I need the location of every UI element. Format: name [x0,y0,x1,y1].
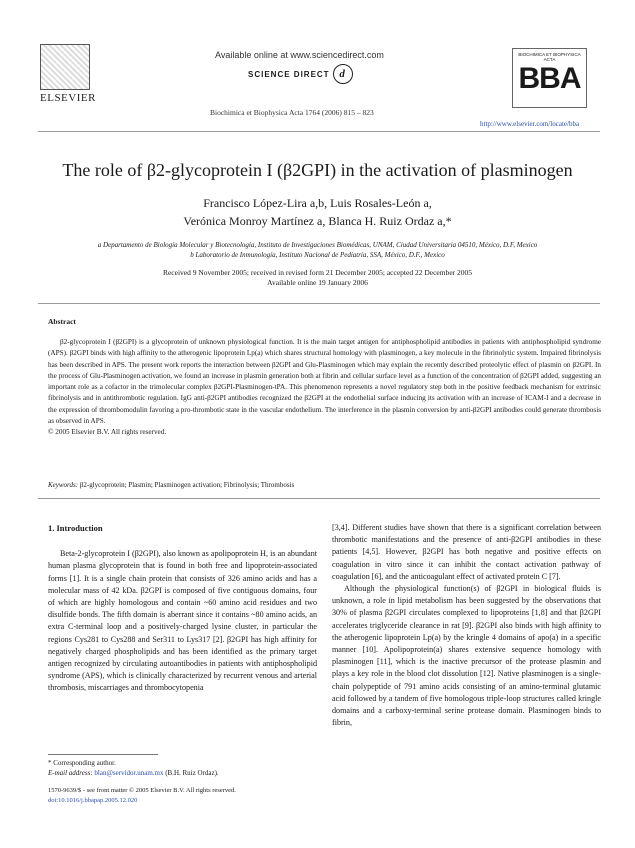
bba-logo-text: BBA [518,62,581,95]
available-online-text: Available online at www.sciencedirect.com [215,50,384,60]
issn-line: 1570-9639/$ - see front matter © 2005 Elsevier B.V. All rights reserved. [48,787,236,794]
right-column [332,522,601,729]
abstract-text: β2-glycoprotein I (β2GPI) is a glycoprotein of unknown physiological function. It is the main target antigen for antiphospholipid antibodies in patients with antiphospholipid syndrome (APS). β2GPI binds with high affinity to the atherogenic lipoprotein Lp(a) which shares structural homology with plasminogen, a key molecule in the fibrinolytic system. Impaired fibrinolysis has been described in APS. The present work reports the interaction between β2GPI and Glu-Plasminogen which may explain the recently described proteolytic effect of plasmin on β2GPI. In the process of Glu-Plasminogen activation, we found an increase in plasmin generation both at fibrin and cellular surface level as a function of the concentration of β2GPI added, suggesting an important role as a cofactor in the trimolecular complex β2GPI-Plasminogen-tPA. This phenomenon represents a novel regulatory step both in the positive feedback mechanism for extrinsic fibrinolysis and in antithrombotic regulation. IgG anti-β2GPI antibodies recognized the β2GPI at the endothelial surface inducing its activation with an increase of ICAM-I and a decrease in the expression of thrombomodulin favoring a pro-thrombotic state in the vascular endothelium. The interference in the plasmin conversion by anti-β2GPI antibodies could generate thrombosis as observed in APS. [48,338,601,426]
corresponding-author-note: * Corresponding author. [48,759,116,767]
elsevier-wordmark: ELSEVIER [40,92,96,104]
dates-received: Received 9 November 2005; received in revised form 21 December 2005; accepted 22 December 2005 [162,268,473,277]
section-heading-introduction: 1. Introduction [48,523,103,533]
affiliation-b: b Laboratorio de Inmunología, Instituto Nacional de Pediatría, SSA, México, D.F., Mexico [190,251,445,259]
title-divider [38,303,600,304]
sciencedirect-logo [248,64,353,84]
bba-logo-small-text: BIOCHIMICA ET BIOPHYSICA ACTA [518,52,581,62]
affiliation-a: a Departamento de Biología Molecular y Biotecnología, Instituto de Investigaciones Biomédicas, UNAM, Ciudad Universitaria 04510, México, D.F, Mexico [97,241,538,249]
authors-line-1: Francisco López-Lira a,b, Luis Rosales-León a, [203,196,432,210]
issn-block [48,786,236,806]
article-title: The role of β2-glycoprotein I (β2GPI) in the activation of plasminogen [62,160,573,180]
article-dates [30,268,605,288]
keywords-label: Keywords: [48,481,79,489]
intro-paragraph-1: Beta-2-glycoprotein I (β2GPI), also known as apolipoprotein H, is an abundant human plasma glycoprotein that is found in both free and lipoprotein-associated forms [1]. It is a single chain protein that consists of 326 amino acids and has a molecular mass of 42 kDa. β2GPI is composed of five contiguous domains, four of which are highly homologous and contain ~60 amino acid residues and two disulfide bonds. The fifth domain is aberrant since it contains ~80 amino acids, an extra C-terminal loop and a positively-charged lysine cluster, in particular the regions Cys281 to Cys288 and Ser311 to Lys317 [2]. β2GPI has high affinity for negatively charged phospholipids and has been identified as the primary target antigen recognized by circulating autoantibodies in patients with antiphospholipid syndrome (APS), which is clinically characterized by recurrent venous and arterial thrombosis, miscarriages and thrombocytopenia [48,549,317,693]
author-list [30,194,605,230]
sciencedirect-d-icon: d [333,64,353,84]
left-column [48,522,317,695]
bba-journal-logo [512,48,587,108]
copyright-line: © 2005 Elsevier B.V. All rights reserved. [48,428,167,437]
authors-line-2: Verónica Monroy Martínez a, Blanca H. Ruiz Ordaz a,* [183,214,452,228]
doi-link[interactable]: doi:10.1016/j.bbapap.2005.12.020 [48,797,138,804]
sciencedirect-brand: SCIENCE DIRECT [248,69,330,79]
journal-reference: Biochimica et Biophysica Acta 1764 (2006) 815 – 823 [210,108,374,117]
intro-paragraph-1-cont: [3,4]. Different studies have shown that there is a significant correlation between thrombotic manifestations and the presence of anti-β2GPI antibodies in these patients [4,5]. However, β2GPI has both negative and positive effects on coagulation in vitro since it can inhibit the contact activation pathway of coagulation [6], and the anticoagulant effect of activated protein C [7]. [332,523,601,581]
elsevier-tree-icon [40,44,90,90]
footnote [48,758,317,778]
elsevier-logo [40,44,96,106]
dates-online: Available online 19 January 2006 [267,278,368,287]
intro-paragraph-2: Although the physiological function(s) of β2GPI in biological fluids is unknown, a role in lipid metabolism has been suggested by the observations that 30% of plasma β2GPI circulates complexed to lipoproteins [1,8] and that β2GPI accelerates triglyceride clearance in rat [9]. β2GPI also binds with high affinity to the atherogenic lipoprotein Lp(a) by the kringle 4 domains of apo(a) in a specific manner [10]. Apolipoprotein(a) shares extensive sequence homology with plasminogen [11], which is the inactive precursor of the protease plasmin and plays a key role in the blood clot dissolution [12]. Native plasminogen is a single-chain polypeptide of 791 amino acids consisting of an amino-terminal glutamic acid followed by a tandem of five homologous triple-loop structures called kringle domains and a carboxy-terminal serine protease domain. Plasminogen binds to fibrin, [332,584,601,728]
keywords-line [48,481,294,489]
abstract-divider [38,498,600,499]
journal-url-link[interactable]: http://www.elsevier.com/locate/bba [480,120,580,128]
footnote-rule [48,754,158,755]
affiliations [30,240,605,260]
email-line [48,768,317,778]
email-link[interactable]: blan@servidor.unam.mx [94,769,164,777]
abstract-heading: Abstract [48,317,76,326]
email-label: E-mail address: [48,769,93,777]
abstract-body [48,337,601,439]
header-divider [38,131,600,132]
keywords-values: β2-glycoprotein; Plasmin; Plasminogen activation; Fibrinolysis; Thrombosis [79,481,295,489]
email-name: (B.H. Ruiz Ordaz). [165,769,219,777]
